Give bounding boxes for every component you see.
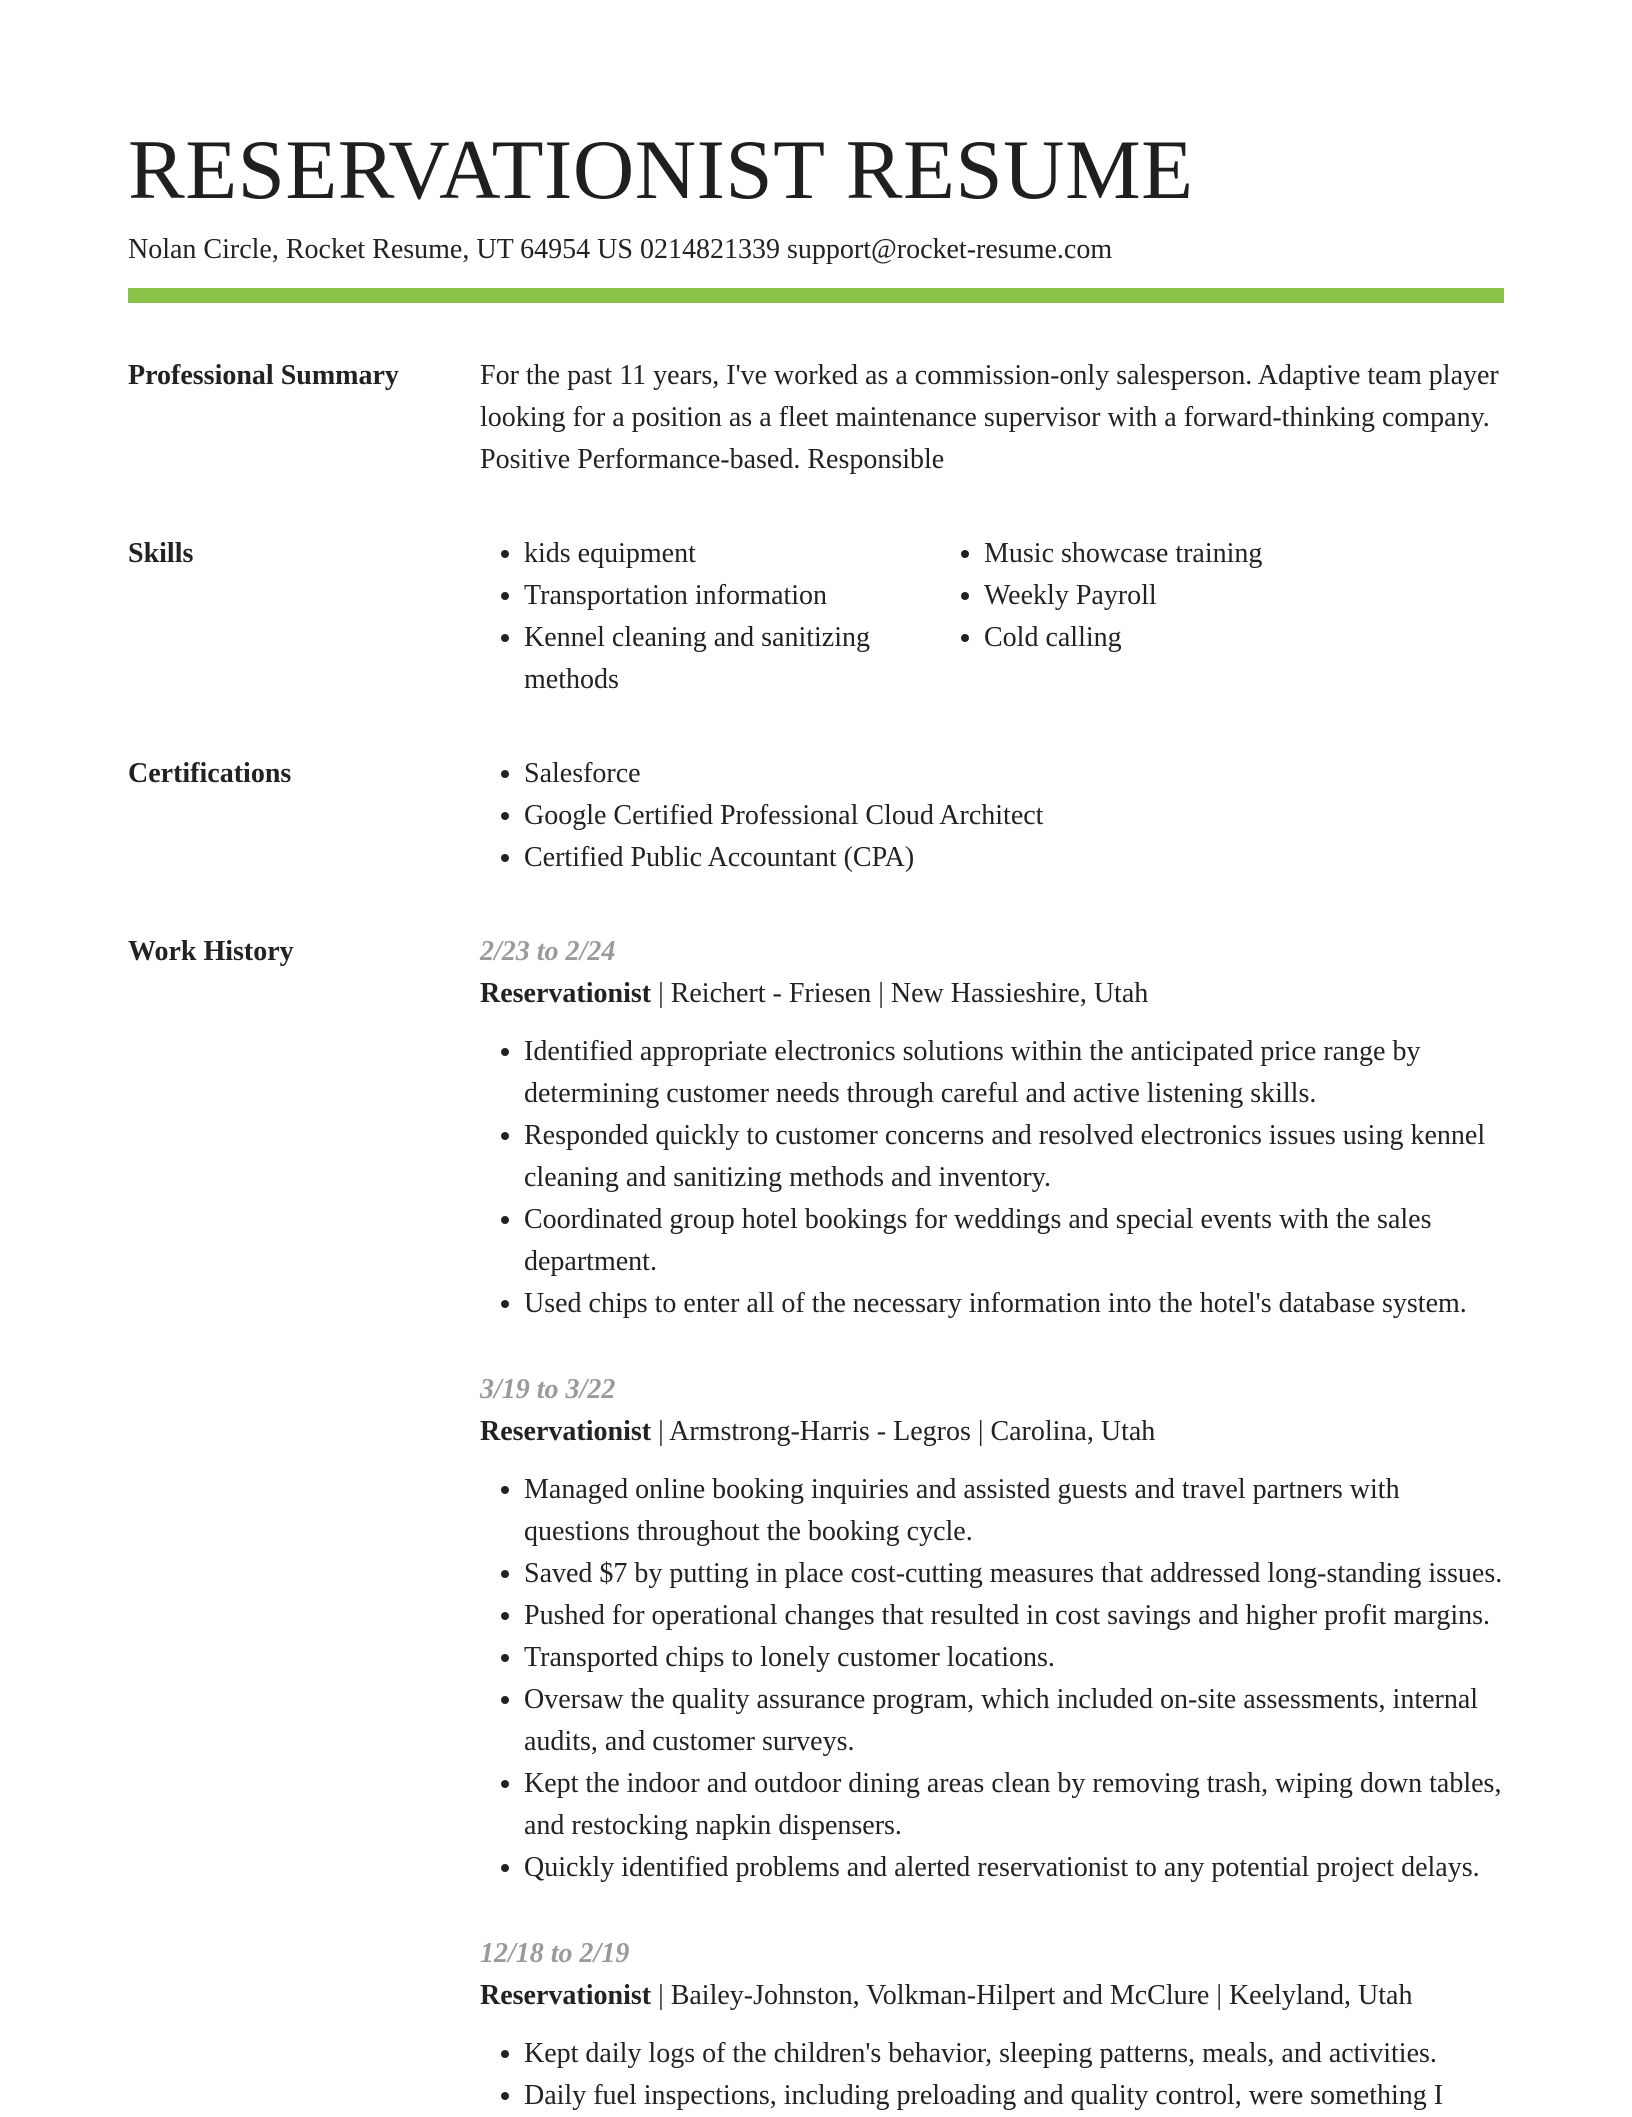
job-dates: 12/18 to 2/19: [480, 1938, 630, 1969]
skill-item: • Cold calling: [984, 617, 1504, 659]
work-history-section: [128, 931, 1504, 2117]
job-bullet: • Quickly identified problems and alerted reservationist to any potential project delays.: [524, 1847, 1504, 1889]
job-title: Reservationist: [480, 1416, 652, 1447]
job-details: Bailey-Johnston, Volkman-Hilpert and McClure | Keelyland, Utah: [670, 1980, 1413, 2011]
job-bullets: [480, 1031, 1504, 1325]
job-entry: [480, 931, 1504, 1325]
job-separator: |: [651, 1980, 671, 2011]
job-title: Reservationist: [480, 1980, 652, 2011]
job-bullets: [480, 2033, 1504, 2117]
job-heading: [480, 1411, 1504, 1453]
job-separator: |: [651, 978, 671, 1009]
job-bullet: • Saved $7 by putting in place cost-cutting measures that addressed long-standing issues.: [524, 1553, 1504, 1595]
job-heading: [480, 973, 1504, 1015]
certification-item: • Salesforce: [524, 753, 1504, 795]
job-bullets: [480, 1469, 1504, 1889]
job-details: Armstrong-Harris - Legros | Carolina, Utah: [669, 1416, 1156, 1447]
job-title: Reservationist: [480, 978, 652, 1009]
job-dates: 2/23 to 2/24: [480, 936, 616, 967]
job-bullet: • Responded quickly to customer concerns and resolved electronics issues using kennel cleaning and sanitizing methods and inventory.: [524, 1115, 1504, 1199]
job-details: Reichert - Friesen | New Hassieshire, Utah: [670, 978, 1149, 1009]
skill-item: • kids equipment: [524, 533, 940, 575]
work-history-label: Work History: [128, 936, 294, 967]
skills-section: [128, 533, 1504, 701]
certification-item: • Certified Public Accountant (CPA): [524, 837, 1504, 879]
skill-item: • Music showcase training: [984, 533, 1504, 575]
job-bullet: • Kept daily logs of the children's behavior, sleeping patterns, meals, and activities.: [524, 2033, 1504, 2075]
skill-item: • Kennel cleaning and sanitizing methods: [524, 617, 940, 701]
job-bullet: • Oversaw the quality assurance program, which included on-site assessments, internal audits, and customer surveys.: [524, 1679, 1504, 1763]
job-bullet: • Managed online booking inquiries and assisted guests and travel partners with questions throughout the booking cycle.: [524, 1469, 1504, 1553]
job-bullet: • Pushed for operational changes that resulted in cost savings and higher profit margins.: [524, 1595, 1504, 1637]
job-bullet: • Daily fuel inspections, including preloading and quality control, were something I: [524, 2075, 1504, 2117]
certifications-list: [480, 753, 1504, 879]
job-bullet: • Used chips to enter all of the necessary information into the hotel's database system.: [524, 1283, 1504, 1325]
summary-label: Professional Summary: [128, 360, 399, 391]
summary-section: [128, 355, 1504, 481]
resume-page: [128, 118, 1504, 2117]
job-bullet: • Transported chips to lonely customer locations.: [524, 1637, 1504, 1679]
skills-list-left: [480, 533, 940, 701]
job-dates: 3/19 to 3/22: [480, 1374, 616, 1405]
job-heading: [480, 1975, 1504, 2017]
job-entry: [480, 1369, 1504, 1889]
certification-item: • Google Certified Professional Cloud Architect: [524, 795, 1504, 837]
skill-item: • Transportation information: [524, 575, 940, 617]
job-entry: [480, 1933, 1504, 2117]
skill-item: • Weekly Payroll: [984, 575, 1504, 617]
job-bullet: • Coordinated group hotel bookings for weddings and special events with the sales department.: [524, 1199, 1504, 1283]
certifications-section: [128, 753, 1504, 879]
skills-label: Skills: [128, 538, 194, 569]
header-divider: [128, 288, 1504, 303]
summary-text: For the past 11 years, I've worked as a commission-only salesperson. Adaptive team player looking for a position as a fleet maintenance supervisor with a forward-thinking company. Positive Performance-based. Responsible: [480, 360, 1499, 475]
certifications-label: Certifications: [128, 758, 292, 789]
job-bullet: • Identified appropriate electronics solutions within the anticipated price range by determining customer needs through careful and active listening skills.: [524, 1031, 1504, 1115]
job-separator: |: [651, 1416, 670, 1447]
resume-title: RESERVATIONIST RESUME: [128, 123, 1194, 217]
job-bullet: • Kept the indoor and outdoor dining areas clean by removing trash, wiping down tables, and restocking napkin dispensers.: [524, 1763, 1504, 1847]
contact-line: Nolan Circle, Rocket Resume, UT 64954 US 0214821339 support@rocket-resume.com: [128, 234, 1113, 265]
skills-list-right: [940, 533, 1504, 659]
